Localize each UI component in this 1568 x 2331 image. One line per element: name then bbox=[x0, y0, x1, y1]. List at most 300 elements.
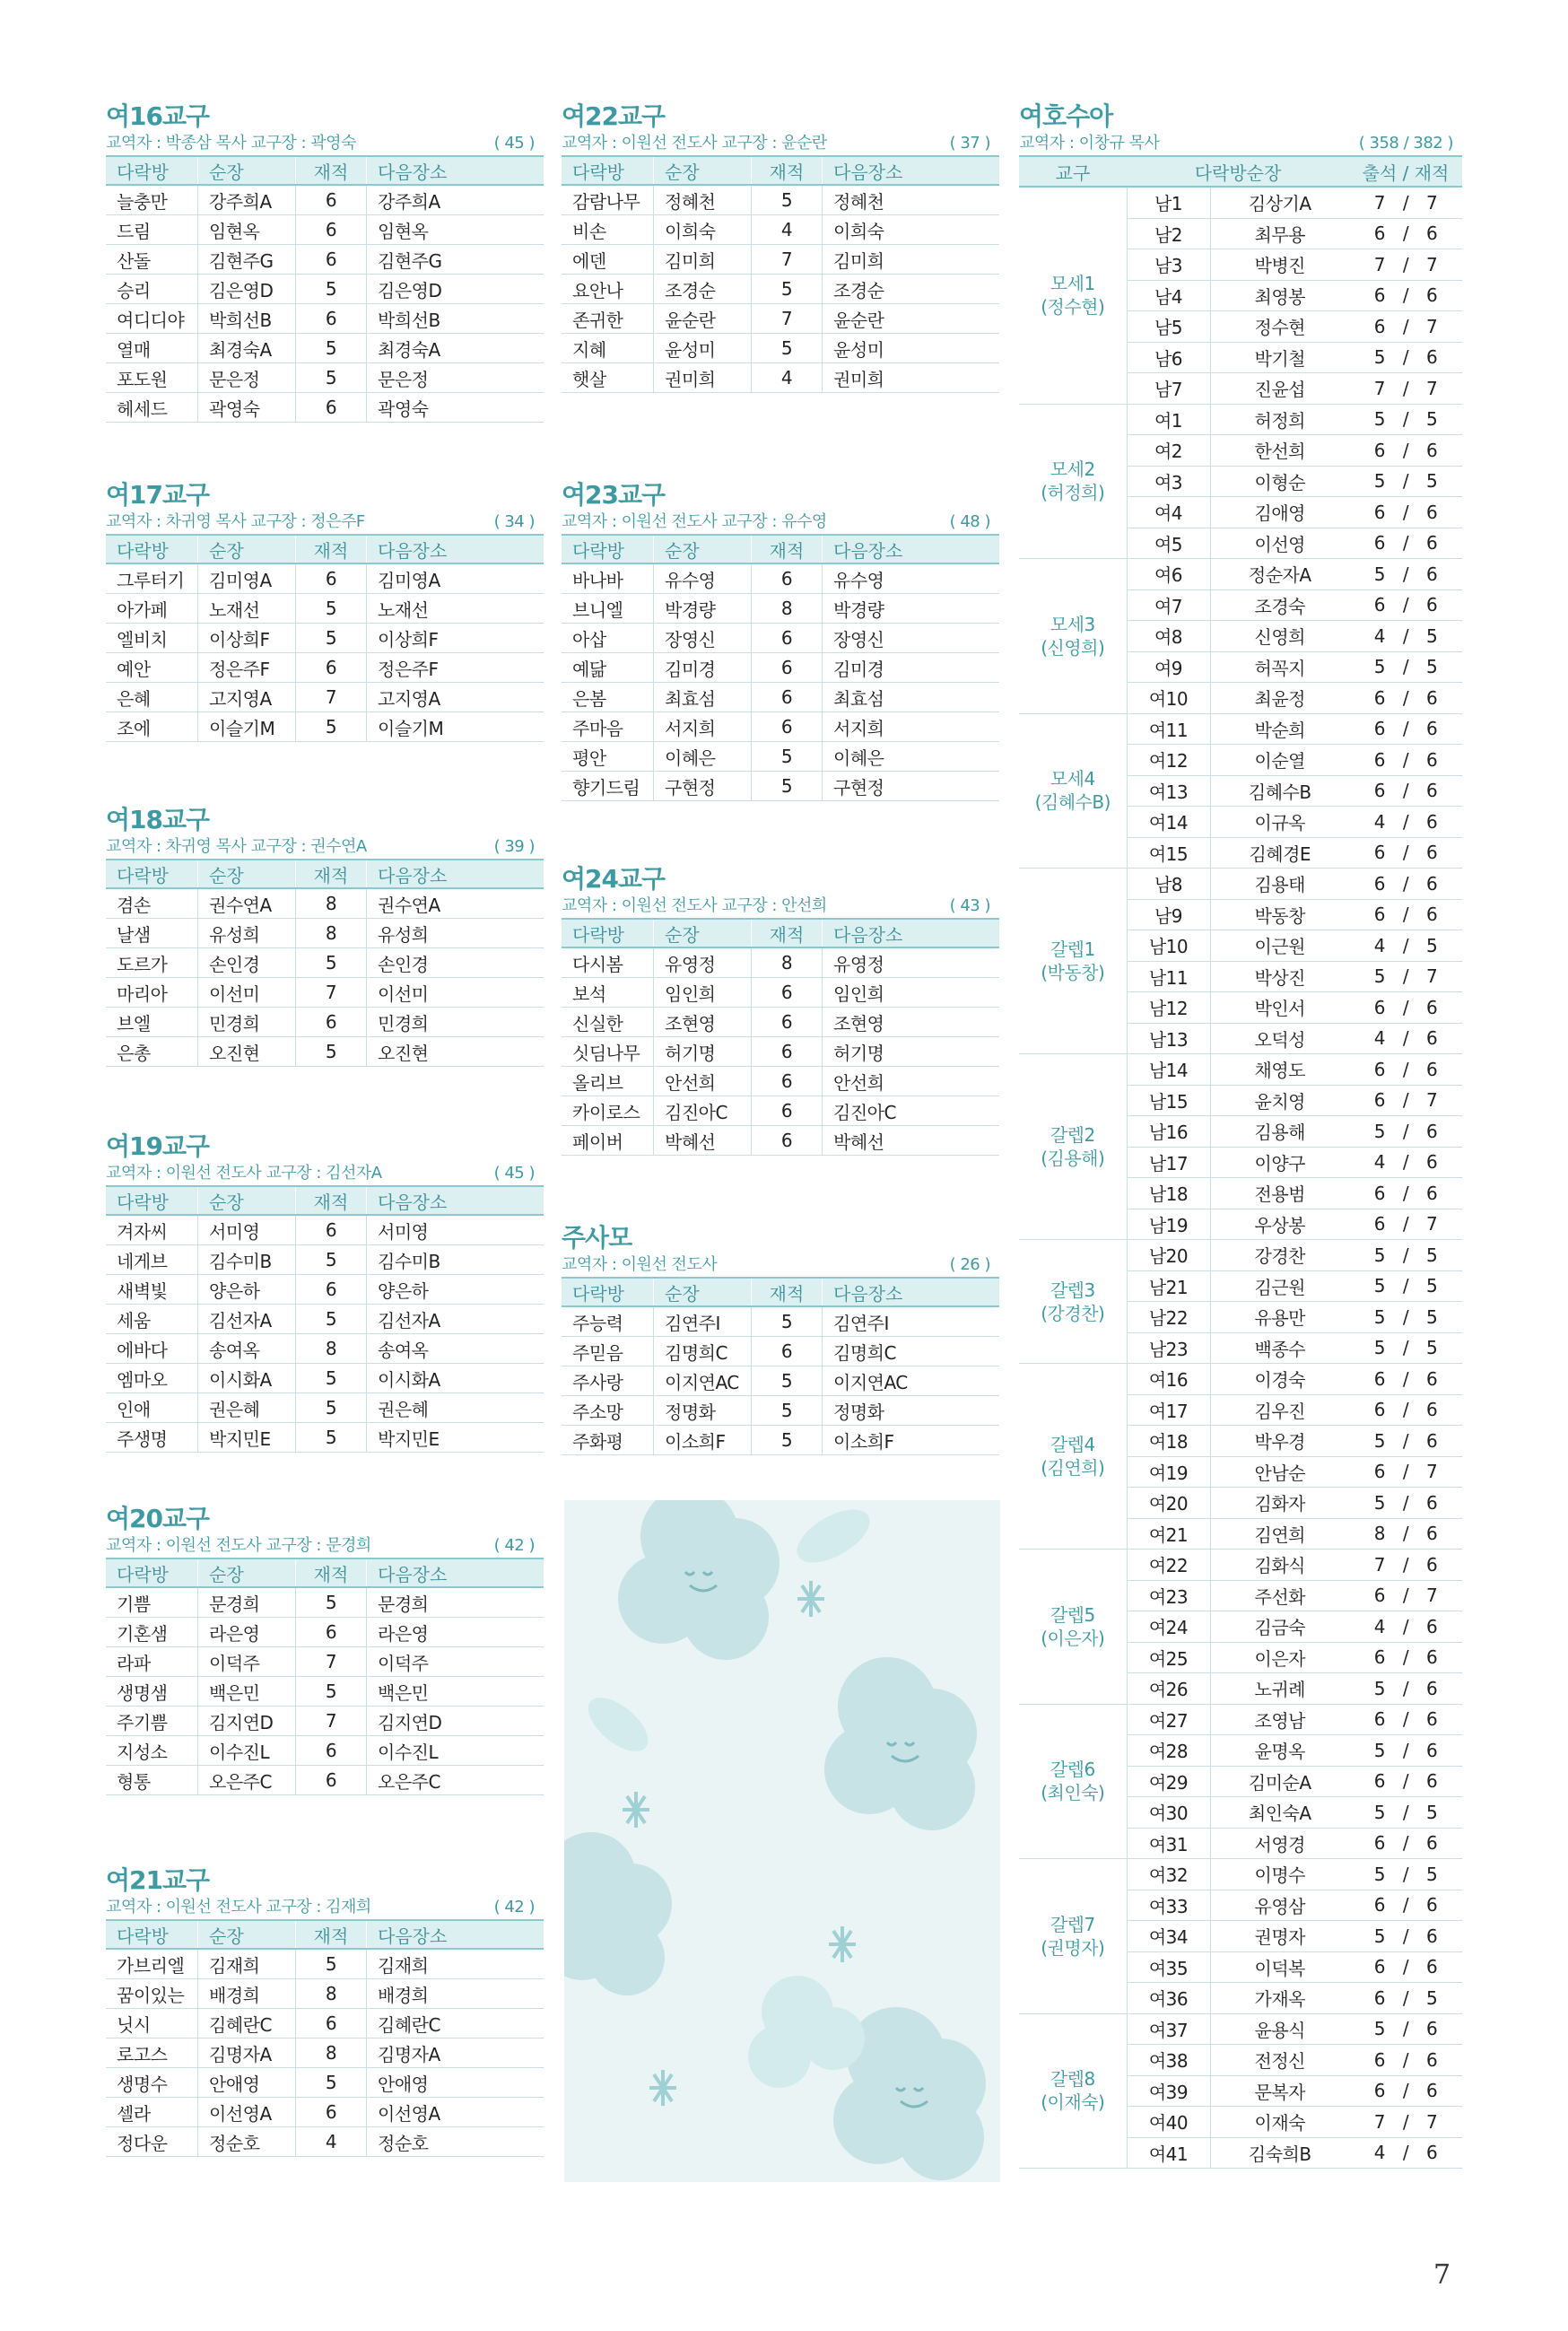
attendance: 5 / 5 bbox=[1349, 1332, 1462, 1364]
section-subtitle bbox=[562, 132, 999, 155]
attendance: 6 / 6 bbox=[1349, 713, 1462, 745]
table-cell: 셀라 bbox=[106, 2098, 198, 2127]
table-row bbox=[106, 393, 544, 423]
member-count: ( 39 ) bbox=[493, 837, 535, 856]
table-row bbox=[562, 275, 999, 304]
table-cell: 생명샘 bbox=[106, 1677, 198, 1707]
section-title: 여22교구 bbox=[562, 101, 666, 131]
table-cell: 지성소 bbox=[106, 1736, 198, 1766]
table-row bbox=[106, 563, 544, 594]
room-leader: 노귀례 bbox=[1210, 1673, 1349, 1705]
room-leader: 김애영 bbox=[1210, 497, 1349, 528]
table-row bbox=[562, 1037, 999, 1067]
attendance: 6 / 6 bbox=[1349, 899, 1462, 930]
attendance: 6 / 6 bbox=[1349, 1642, 1462, 1673]
table-cell: 김현주G bbox=[198, 245, 296, 275]
room-code: 여16 bbox=[1127, 1364, 1210, 1395]
table-cell: 7 bbox=[296, 1707, 367, 1736]
room-leader: 김혜수B bbox=[1210, 775, 1349, 807]
pastor-and-leader: 교역자 : 이원선 전도사 교구장 : 김재희 bbox=[106, 1898, 371, 1916]
room-code: 여15 bbox=[1127, 837, 1210, 869]
room-leader: 최무용 bbox=[1210, 218, 1349, 249]
table-cell: 6 bbox=[296, 653, 367, 683]
room-code: 여37 bbox=[1127, 2013, 1210, 2045]
table-row bbox=[106, 215, 544, 245]
table-row bbox=[562, 304, 999, 334]
attendance: 4 / 5 bbox=[1349, 930, 1462, 962]
table-cell: 5 bbox=[296, 1305, 367, 1334]
table-cell: 여디디야 bbox=[106, 304, 198, 334]
room-leader: 김금숙 bbox=[1210, 1611, 1349, 1643]
table-cell: 서미영 bbox=[198, 1215, 296, 1245]
attendance: 8 / 6 bbox=[1349, 1518, 1462, 1550]
table-cell: 최경숙A bbox=[198, 334, 296, 363]
table-row bbox=[562, 563, 999, 594]
pastor-and-leader: 교역자 : 박종삼 목사 교구장 : 곽영숙 bbox=[106, 134, 356, 153]
table-cell: 주소망 bbox=[562, 1396, 654, 1426]
table-cell: 7 bbox=[752, 304, 823, 334]
table-cell: 김혜란C bbox=[367, 2009, 544, 2039]
table-row bbox=[562, 947, 999, 978]
table-cell: 보석 bbox=[562, 978, 654, 1008]
table-cell: 이수진L bbox=[367, 1736, 544, 1766]
group-leader: (김혜수B) bbox=[1034, 791, 1111, 814]
table-cell: 정명화 bbox=[823, 1396, 1000, 1426]
room-leader: 채영도 bbox=[1210, 1054, 1349, 1086]
attendance: 6 / 7 bbox=[1349, 311, 1462, 343]
section-table bbox=[106, 1919, 544, 2157]
attendance: 5 / 5 bbox=[1349, 1240, 1462, 1271]
table-cell: 오은주C bbox=[367, 1766, 544, 1795]
room-leader: 김숙희B bbox=[1210, 2137, 1349, 2169]
room-leader: 이재숙 bbox=[1210, 2107, 1349, 2138]
table-cell: 6 bbox=[296, 1766, 367, 1795]
table-cell: 최효섬 bbox=[823, 683, 1000, 712]
pastor-and-leader: 교역자 : 이원선 전도사 교구장 : 유수영 bbox=[562, 512, 827, 531]
table-cell: 지혜 bbox=[562, 334, 654, 363]
group-cell bbox=[1019, 559, 1127, 714]
table-cell: 5 bbox=[296, 948, 367, 978]
table-row bbox=[1019, 559, 1462, 590]
table-cell: 김진아C bbox=[654, 1096, 752, 1126]
table-cell: 세움 bbox=[106, 1305, 198, 1334]
table-row bbox=[1019, 1240, 1462, 1271]
column-header: 재적 bbox=[752, 535, 823, 563]
section-col1-4 bbox=[106, 1504, 544, 1795]
table-row bbox=[106, 653, 544, 683]
section-subtitle bbox=[106, 1534, 544, 1558]
table-row bbox=[1019, 187, 1462, 218]
table-cell: 주화평 bbox=[562, 1426, 654, 1455]
table-cell: 유영정 bbox=[823, 947, 1000, 978]
section-table bbox=[562, 534, 999, 801]
table-cell: 권은혜 bbox=[198, 1393, 296, 1423]
attendance: 6 / 6 bbox=[1349, 280, 1462, 311]
table-row bbox=[562, 215, 999, 245]
table-cell: 민경희 bbox=[198, 1008, 296, 1037]
column-header: 재적 bbox=[296, 156, 367, 185]
section-title: 여16교구 bbox=[106, 101, 210, 131]
attendance: 4 / 6 bbox=[1349, 1611, 1462, 1643]
table-row bbox=[106, 1215, 544, 1245]
table-cell: 주기쁨 bbox=[106, 1707, 198, 1736]
room-code: 여31 bbox=[1127, 1828, 1210, 1859]
table-row bbox=[1019, 1550, 1462, 1581]
table-cell: 김명희C bbox=[654, 1337, 752, 1366]
column-header: 순장 bbox=[198, 156, 296, 185]
table-header bbox=[562, 1278, 999, 1306]
table-cell: 브엘 bbox=[106, 1008, 198, 1037]
column-header: 다음장소 bbox=[367, 860, 544, 888]
table-cell: 5 bbox=[752, 742, 823, 772]
table-row bbox=[562, 1306, 999, 1337]
table-cell: 허기명 bbox=[823, 1037, 1000, 1067]
member-count: ( 42 ) bbox=[493, 1536, 535, 1555]
pastor-and-leader: 교역자 : 이원선 전도사 교구장 : 안선희 bbox=[562, 896, 827, 915]
table-cell: 문은정 bbox=[367, 363, 544, 393]
room-code: 남12 bbox=[1127, 992, 1210, 1024]
table-cell: 5 bbox=[296, 2068, 367, 2098]
attendance: 6 / 7 bbox=[1349, 1209, 1462, 1240]
column-header: 다음장소 bbox=[823, 156, 1000, 185]
section-title: 주사모 bbox=[562, 1223, 632, 1253]
attendance: 5 / 6 bbox=[1349, 1921, 1462, 1952]
room-code: 여30 bbox=[1127, 1797, 1210, 1829]
room-leader: 정순자A bbox=[1210, 559, 1349, 590]
section-subtitle bbox=[562, 1253, 999, 1277]
table-header bbox=[106, 535, 544, 563]
attendance: 5 / 6 bbox=[1349, 1426, 1462, 1457]
table-cell: 손인경 bbox=[198, 948, 296, 978]
table-row bbox=[106, 1736, 544, 1766]
table-cell: 8 bbox=[296, 888, 367, 919]
room-code: 남10 bbox=[1127, 930, 1210, 962]
table-cell: 은총 bbox=[106, 1037, 198, 1067]
table-row bbox=[1019, 404, 1462, 435]
section-col2-1 bbox=[562, 480, 999, 801]
table-cell: 윤순란 bbox=[823, 304, 1000, 334]
table-cell: 6 bbox=[752, 1096, 823, 1126]
table-cell: 오진현 bbox=[367, 1037, 544, 1067]
table-cell: 권은혜 bbox=[367, 1393, 544, 1423]
table-cell: 5 bbox=[296, 1393, 367, 1423]
table-cell: 백은민 bbox=[367, 1677, 544, 1707]
table-cell: 5 bbox=[296, 363, 367, 393]
table-cell: 6 bbox=[296, 245, 367, 275]
table-cell: 이시화A bbox=[198, 1364, 296, 1393]
section-title: 여19교구 bbox=[106, 1131, 210, 1161]
room-leader: 김용태 bbox=[1210, 869, 1349, 900]
pastor-and-leader: 교역자 : 이원선 전도사 교구장 : 문경희 bbox=[106, 1536, 371, 1555]
section-col1-2 bbox=[106, 805, 544, 1067]
table-cell: 6 bbox=[296, 1008, 367, 1037]
table-cell: 열매 bbox=[106, 334, 198, 363]
table-cell: 강주희A bbox=[367, 185, 544, 215]
attendance: 6 / 6 bbox=[1349, 745, 1462, 776]
table-cell: 6 bbox=[752, 978, 823, 1008]
table-row bbox=[562, 712, 999, 742]
attendance: 6 / 6 bbox=[1349, 1054, 1462, 1086]
table-cell: 감람나무 bbox=[562, 185, 654, 215]
table-cell: 은봄 bbox=[562, 683, 654, 712]
group-cell bbox=[1019, 1550, 1127, 1705]
section-table bbox=[106, 1558, 544, 1795]
table-row bbox=[562, 1366, 999, 1396]
table-cell: 허기명 bbox=[654, 1037, 752, 1067]
table-cell: 향기드림 bbox=[562, 772, 654, 801]
room-leader: 백종수 bbox=[1210, 1332, 1349, 1364]
table-cell: 주마음 bbox=[562, 712, 654, 742]
section-subtitle bbox=[106, 835, 544, 859]
table-row bbox=[562, 245, 999, 275]
room-code: 여35 bbox=[1127, 1951, 1210, 1983]
table-row bbox=[106, 363, 544, 393]
table-row bbox=[106, 275, 544, 304]
table-cell: 박경량 bbox=[823, 594, 1000, 624]
section-title: 여23교구 bbox=[562, 480, 666, 510]
table-cell: 6 bbox=[296, 1736, 367, 1766]
attendance: 6 / 6 bbox=[1349, 1828, 1462, 1859]
table-cell: 문경희 bbox=[198, 1587, 296, 1618]
table-cell: 양은하 bbox=[198, 1275, 296, 1305]
table-cell: 8 bbox=[296, 2039, 367, 2068]
table-cell: 포도원 bbox=[106, 363, 198, 393]
room-code: 여40 bbox=[1127, 2107, 1210, 2138]
attendance: 6 / 6 bbox=[1349, 775, 1462, 807]
room-leader: 박상진 bbox=[1210, 961, 1349, 992]
group-name: 갈렙2 bbox=[1050, 1124, 1095, 1146]
attendance: 6 / 6 bbox=[1349, 218, 1462, 249]
table-cell: 김진아C bbox=[823, 1096, 1000, 1126]
table-cell: 민경희 bbox=[367, 1008, 544, 1037]
table-cell: 요안나 bbox=[562, 275, 654, 304]
room-leader: 조영남 bbox=[1210, 1704, 1349, 1735]
table-cell: 6 bbox=[752, 624, 823, 653]
attendance: 5 / 5 bbox=[1349, 404, 1462, 435]
column-header: 순장 bbox=[198, 1558, 296, 1587]
table-cell: 8 bbox=[296, 919, 367, 948]
attendance: 5 / 6 bbox=[1349, 1735, 1462, 1767]
table-cell: 6 bbox=[296, 393, 367, 423]
room-code: 여1 bbox=[1127, 404, 1210, 435]
room-leader: 이덕복 bbox=[1210, 1951, 1349, 1983]
room-code: 여39 bbox=[1127, 2075, 1210, 2107]
table-cell: 최효섬 bbox=[654, 683, 752, 712]
table-cell: 이선미 bbox=[367, 978, 544, 1008]
column-right bbox=[1019, 101, 1462, 2169]
room-leader: 박병진 bbox=[1210, 249, 1349, 281]
table-row bbox=[562, 1067, 999, 1096]
room-leader: 이형순 bbox=[1210, 466, 1349, 497]
column-header: 다락방 bbox=[562, 535, 654, 563]
table-cell: 조에 bbox=[106, 712, 198, 742]
section-subtitle bbox=[106, 511, 544, 534]
section-table bbox=[106, 1185, 544, 1453]
attendance: 5 / 6 bbox=[1349, 2013, 1462, 2045]
room-code: 여24 bbox=[1127, 1611, 1210, 1643]
room-code: 여28 bbox=[1127, 1735, 1210, 1767]
table-cell: 6 bbox=[296, 1275, 367, 1305]
table-cell: 강주희A bbox=[198, 185, 296, 215]
column-header: 순장 bbox=[198, 1920, 296, 1949]
section-subtitle bbox=[1019, 132, 1462, 155]
table-row bbox=[562, 624, 999, 653]
column-header: 순장 bbox=[198, 1186, 296, 1215]
member-count: ( 45 ) bbox=[493, 134, 535, 153]
table-cell: 라은영 bbox=[367, 1618, 544, 1647]
table-cell: 정명화 bbox=[654, 1396, 752, 1426]
table-cell: 이덕주 bbox=[198, 1647, 296, 1677]
table-cell: 백은민 bbox=[198, 1677, 296, 1707]
table-cell: 그루터기 bbox=[106, 563, 198, 594]
table-cell: 꿈이있는 bbox=[106, 1979, 198, 2009]
room-leader: 유용만 bbox=[1210, 1302, 1349, 1333]
attendance: 7 / 6 bbox=[1349, 1550, 1462, 1581]
table-cell: 박혜선 bbox=[654, 1126, 752, 1156]
section-table bbox=[106, 534, 544, 742]
table-cell: 정순호 bbox=[198, 2127, 296, 2157]
table-cell: 노재선 bbox=[198, 594, 296, 624]
table-row bbox=[1019, 1054, 1462, 1086]
table-row bbox=[1019, 1704, 1462, 1735]
table-cell: 윤성미 bbox=[823, 334, 1000, 363]
group-name: 갈렙5 bbox=[1050, 1603, 1095, 1626]
column-header: 다음장소 bbox=[367, 1920, 544, 1949]
attendance: 6 / 6 bbox=[1349, 497, 1462, 528]
table-cell: 6 bbox=[296, 563, 367, 594]
table-header bbox=[106, 1186, 544, 1215]
pastor-and-leader: 교역자 : 이원선 전도사 교구장 : 윤순란 bbox=[562, 134, 827, 153]
table-cell: 이선미 bbox=[198, 978, 296, 1008]
room-code: 여12 bbox=[1127, 745, 1210, 776]
table-row bbox=[106, 1766, 544, 1795]
table-cell: 엠마오 bbox=[106, 1364, 198, 1393]
room-leader: 이순열 bbox=[1210, 745, 1349, 776]
table-cell: 로고스 bbox=[106, 2039, 198, 2068]
table-cell: 페이버 bbox=[562, 1126, 654, 1156]
attendance: 6 / 6 bbox=[1349, 2075, 1462, 2107]
group-cell bbox=[1019, 1859, 1127, 2014]
table-cell: 송여옥 bbox=[367, 1334, 544, 1364]
room-leader: 유영삼 bbox=[1210, 1890, 1349, 1921]
room-leader: 김미순A bbox=[1210, 1766, 1349, 1797]
pastor-and-leader: 교역자 : 차귀영 목사 교구장 : 권수연A bbox=[106, 837, 367, 856]
room-code: 여3 bbox=[1127, 466, 1210, 497]
section-title: 여20교구 bbox=[106, 1504, 210, 1533]
table-cell: 박희선B bbox=[198, 304, 296, 334]
table-cell: 오진현 bbox=[198, 1037, 296, 1067]
attendance: 6 / 5 bbox=[1349, 1983, 1462, 2014]
section-col1-3 bbox=[106, 1131, 544, 1453]
member-count: ( 34 ) bbox=[493, 512, 535, 531]
attendance: 5 / 6 bbox=[1349, 559, 1462, 590]
table-cell: 5 bbox=[296, 1587, 367, 1618]
attendance: 6 / 6 bbox=[1349, 1364, 1462, 1395]
table-cell: 김미희 bbox=[823, 245, 1000, 275]
table-cell: 5 bbox=[296, 712, 367, 742]
room-leader: 김근원 bbox=[1210, 1270, 1349, 1302]
table-cell: 김재희 bbox=[367, 1949, 544, 1979]
table-row bbox=[106, 245, 544, 275]
table-cell: 6 bbox=[296, 2009, 367, 2039]
section-table bbox=[562, 155, 999, 393]
section-col1-1 bbox=[106, 480, 544, 742]
table-cell: 고지영A bbox=[367, 683, 544, 712]
table-cell: 카이로스 bbox=[562, 1096, 654, 1126]
table-row bbox=[562, 978, 999, 1008]
attendance: 6 / 6 bbox=[1349, 2045, 1462, 2076]
table-cell: 권수연A bbox=[198, 888, 296, 919]
table-cell: 올리브 bbox=[562, 1067, 654, 1096]
table-cell: 유수영 bbox=[654, 563, 752, 594]
table-cell: 5 bbox=[752, 1306, 823, 1337]
room-leader: 한선희 bbox=[1210, 435, 1349, 467]
room-code: 여7 bbox=[1127, 589, 1210, 621]
group-leader: (허정희) bbox=[1041, 482, 1105, 504]
table-header bbox=[106, 860, 544, 888]
table-cell: 아가페 bbox=[106, 594, 198, 624]
table-cell: 박지민E bbox=[198, 1423, 296, 1453]
table-cell: 생명수 bbox=[106, 2068, 198, 2098]
attendance: 5 / 7 bbox=[1349, 961, 1462, 992]
table-cell: 박혜선 bbox=[823, 1126, 1000, 1156]
attendance: 5 / 6 bbox=[1349, 1488, 1462, 1519]
table-cell: 김수미B bbox=[198, 1245, 296, 1275]
room-code: 여4 bbox=[1127, 497, 1210, 528]
room-leader: 최영봉 bbox=[1210, 280, 1349, 311]
room-code: 여6 bbox=[1127, 559, 1210, 590]
decorative-flower-illustration bbox=[564, 1500, 1000, 2182]
table-cell: 5 bbox=[296, 275, 367, 304]
attendance: 6 / 6 bbox=[1349, 528, 1462, 559]
table-cell: 손인경 bbox=[367, 948, 544, 978]
room-leader: 김상기A bbox=[1210, 187, 1349, 218]
group-cell bbox=[1019, 1240, 1127, 1364]
table-cell: 임현옥 bbox=[367, 215, 544, 245]
attendance: 6 / 7 bbox=[1349, 1580, 1462, 1611]
room-code: 남22 bbox=[1127, 1302, 1210, 1333]
group-leader: (이재숙) bbox=[1041, 2091, 1105, 2114]
table-cell: 엘비치 bbox=[106, 624, 198, 653]
table-row bbox=[1019, 2013, 1462, 2045]
room-leader: 박기철 bbox=[1210, 342, 1349, 373]
table-cell: 5 bbox=[296, 1037, 367, 1067]
column-header: 다락방 bbox=[562, 156, 654, 185]
attendance: 7 / 7 bbox=[1349, 2107, 1462, 2138]
table-header bbox=[562, 535, 999, 563]
group-name: 갈렙1 bbox=[1050, 939, 1095, 960]
table-cell: 이시화A bbox=[367, 1364, 544, 1393]
table-cell: 박지민E bbox=[367, 1423, 544, 1453]
table-cell: 김미경 bbox=[654, 653, 752, 683]
room-leader: 윤용식 bbox=[1210, 2013, 1349, 2045]
table-cell: 5 bbox=[296, 334, 367, 363]
member-count: ( 48 ) bbox=[949, 512, 990, 531]
table-row bbox=[106, 1037, 544, 1067]
table-cell: 에덴 bbox=[562, 245, 654, 275]
attendance: 6 / 6 bbox=[1349, 1951, 1462, 1983]
room-code: 여29 bbox=[1127, 1766, 1210, 1797]
table-cell: 7 bbox=[296, 683, 367, 712]
pastor: 교역자 : 이창규 목사 bbox=[1019, 134, 1160, 153]
room-leader: 이선영 bbox=[1210, 528, 1349, 559]
room-code: 여34 bbox=[1127, 1921, 1210, 1952]
column-header: 다음장소 bbox=[823, 919, 1000, 947]
attendance: 6 / 6 bbox=[1349, 1704, 1462, 1735]
table-cell: 김재희 bbox=[198, 1949, 296, 1979]
room-code: 여32 bbox=[1127, 1859, 1210, 1890]
table-row bbox=[106, 1334, 544, 1364]
